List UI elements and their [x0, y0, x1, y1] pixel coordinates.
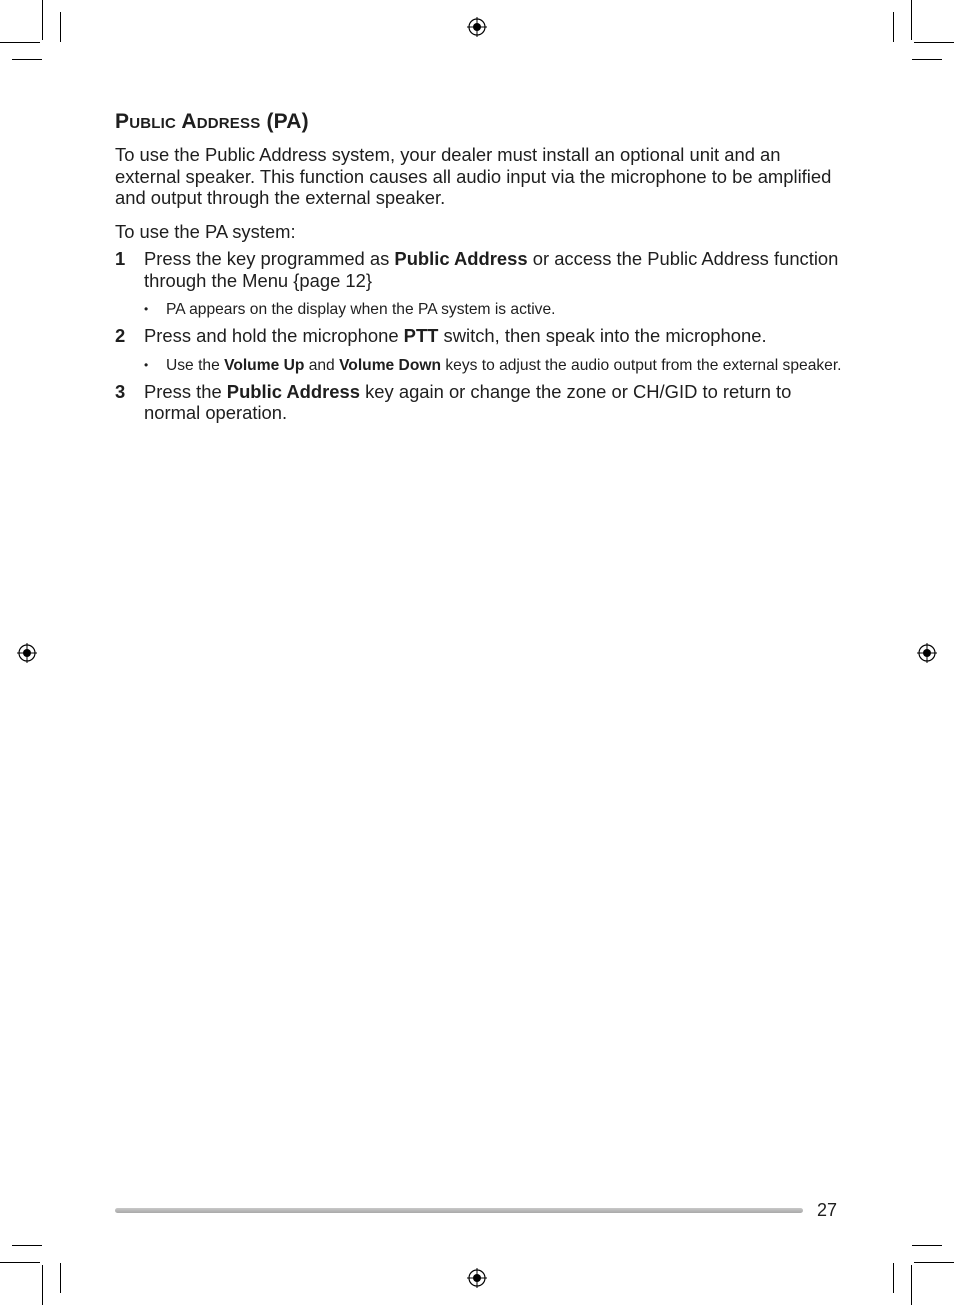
crop-mark — [60, 1263, 61, 1293]
crop-mark — [911, 0, 912, 40]
bullet-icon: • — [144, 357, 149, 372]
step-text-pre: Press the — [144, 380, 227, 402]
crop-mark — [42, 1265, 43, 1305]
crop-mark — [912, 1245, 942, 1246]
crop-mark — [0, 1262, 40, 1263]
crop-mark — [911, 1265, 912, 1305]
crop-mark — [914, 1262, 954, 1263]
bullet-key-volume-down: Volume Down — [339, 356, 442, 374]
step-number: 1 — [115, 248, 126, 269]
bullet-text-post: keys to adjust the audio output from the external speaker. — [441, 356, 842, 374]
page-content — [115, 110, 845, 424]
bullet-text — [166, 356, 842, 375]
page-number: 27 — [817, 1200, 838, 1220]
crop-mark — [60, 12, 61, 42]
crop-mark — [42, 0, 43, 40]
step-3 — [115, 381, 845, 424]
step-text — [144, 248, 845, 291]
bullet-item — [144, 300, 845, 319]
section-title — [115, 110, 845, 134]
bullet-key-volume-up: Volume Up — [224, 356, 305, 374]
step-number: 3 — [115, 380, 126, 402]
crop-mark — [0, 42, 40, 43]
registration-mark-icon — [17, 643, 37, 663]
intro-paragraph: To use the Public Address system, your dealer must install an optional unit and an external speaker. This function causes all audio input via the microphone to be amplified and output through the external speaker. — [115, 144, 832, 208]
title-pa: (PA) — [266, 110, 309, 133]
registration-mark-icon — [917, 643, 937, 663]
crop-mark — [893, 12, 894, 42]
crop-mark — [914, 42, 954, 43]
step-text-post: or access the Public Address function through the Menu {page 12} — [144, 248, 839, 291]
bullet-text-pre: Use the — [166, 356, 225, 374]
step-key-name: Public Address — [394, 248, 528, 269]
footer-rule — [115, 1208, 803, 1213]
bullet-text-mid: and — [304, 356, 340, 374]
bullet-icon: • — [144, 302, 149, 316]
step-key-name: Public Address — [226, 380, 360, 402]
step-text-pre: Press and hold the microphone — [144, 325, 404, 346]
step-text-pre: Press the key programmed as — [144, 248, 395, 269]
registration-mark-icon — [467, 1268, 487, 1288]
lead-paragraph: To use the PA system: — [115, 220, 296, 242]
bullet-item — [144, 356, 845, 375]
title-initial-a: A — [181, 110, 197, 133]
step-text — [144, 381, 845, 424]
registration-mark-icon — [467, 17, 487, 37]
crop-mark — [912, 59, 942, 60]
crop-mark — [12, 1245, 42, 1246]
bullet-text: PA appears on the display when the PA system is active. — [166, 301, 556, 318]
step-text-post: switch, then speak into the microphone. — [438, 325, 767, 346]
crop-mark — [12, 59, 42, 60]
step-text — [144, 325, 767, 347]
crop-mark — [893, 1263, 894, 1293]
title-smallcaps-ublic: UBLIC — [129, 115, 177, 132]
step-2 — [115, 325, 845, 347]
step-key-name: PTT — [403, 325, 439, 346]
step-text-post: key again or change the zone or CH/GID to return to normal operation. — [144, 380, 792, 423]
step-number: 2 — [115, 325, 126, 346]
title-smallcaps-ddress: DDRESS — [196, 115, 261, 132]
title-initial-p: P — [115, 110, 130, 133]
step-1 — [115, 248, 845, 291]
